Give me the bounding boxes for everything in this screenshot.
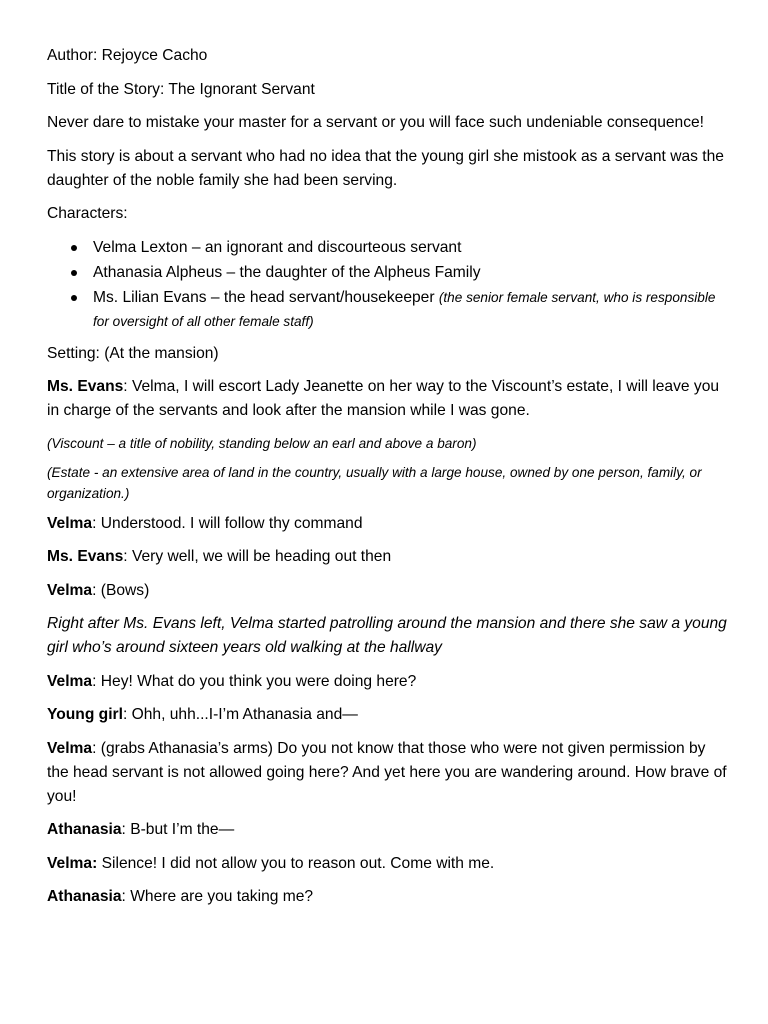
speaker-name: Velma: <box>47 854 98 872</box>
character-text: Ms. Lilian Evans – the head servant/housekeeper <box>93 288 439 306</box>
dialogue-line <box>47 737 728 809</box>
character-item <box>47 261 728 285</box>
dialogue-text: : (grabs Athanasia’s arms) Do you not know that those who were not given permission by the head servant is not allowed going here? And yet here you are wandering around. How brave of you! <box>47 739 727 805</box>
footnote-definition: (Estate - an extensive area of land in the country, usually with a large house, owned by one person, family, or organization.) <box>47 464 702 501</box>
footnote-definition: (Viscount – a title of nobility, standing below an earl and above a baron) <box>47 435 477 451</box>
bullet-icon <box>71 295 77 301</box>
dialogue-text: : Hey! What do you think you were doing here? <box>92 672 417 690</box>
dialogue-text: : (Bows) <box>92 581 150 599</box>
character-item <box>47 236 728 260</box>
character-text: Velma Lexton – an ignorant and discourteous servant <box>93 238 462 256</box>
dialogue-line <box>47 818 728 842</box>
dialogue-line <box>47 375 728 423</box>
bullet-icon <box>71 270 77 276</box>
tagline-paragraph: Never dare to mistake your master for a servant or you will face such undeniable consequence! <box>47 114 705 131</box>
dialogue-text: : Ohh, uhh...I-I’m Athanasia and— <box>122 706 358 723</box>
setting-line: Setting: (At the mansion) <box>47 344 219 362</box>
speaker-name: Athanasia <box>47 888 122 905</box>
dialogue-line <box>47 545 728 569</box>
dialogue-line <box>47 703 728 727</box>
character-text: Athanasia Alpheus – the daughter of the Alpheus Family <box>93 263 481 281</box>
dialogue-line <box>47 670 728 694</box>
speaker-name: Velma <box>47 739 93 757</box>
dialogue-text: : Very well, we will be heading out then <box>123 548 392 565</box>
dialogue-line <box>47 579 728 603</box>
characters-list <box>47 236 728 334</box>
dialogue-text: Silence! I did not allow you to reason out. Come with me. <box>97 854 495 872</box>
story-title-line: Title of the Story: The Ignorant Servant <box>47 80 315 98</box>
speaker-name: Ms. Evans <box>47 378 124 395</box>
speaker-name: Young girl <box>47 706 123 723</box>
characters-heading: Characters: <box>47 205 128 222</box>
dialogue-text: : Where are you taking me? <box>121 888 314 905</box>
character-item <box>47 286 728 334</box>
speaker-name: Velma <box>47 672 93 690</box>
dialogue-line <box>47 512 728 536</box>
dialogue-line <box>47 852 728 876</box>
speaker-name: Ms. Evans <box>47 548 124 565</box>
narration-paragraph: Right after Ms. Evans left, Velma started patrolling around the mansion and there she saw a young girl who’s around sixteen years old walking at the hallway <box>47 615 727 656</box>
speaker-name: Velma <box>47 581 93 599</box>
dialogue-line <box>47 885 728 909</box>
dialogue-text: : Understood. I will follow thy command <box>92 514 363 532</box>
dialogue-text: : B-but I’m the— <box>121 821 235 838</box>
summary-paragraph: This story is about a servant who had no idea that the young girl she mistook as a servant was the daughter of the noble family she had been serving. <box>47 147 724 189</box>
speaker-name: Athanasia <box>47 821 122 838</box>
dialogue-text: : Velma, I will escort Lady Jeanette on her way to the Viscount’s estate, I will leave you in charge of the servants and look after the mansion while I was gone. <box>47 378 720 419</box>
bullet-icon <box>71 245 77 251</box>
speaker-name: Velma <box>47 514 93 532</box>
author-line: Author: Rejoyce Cacho <box>47 47 208 64</box>
character-note: (the senior female servant, who is responsible for oversight of all other female staff) <box>93 289 716 329</box>
